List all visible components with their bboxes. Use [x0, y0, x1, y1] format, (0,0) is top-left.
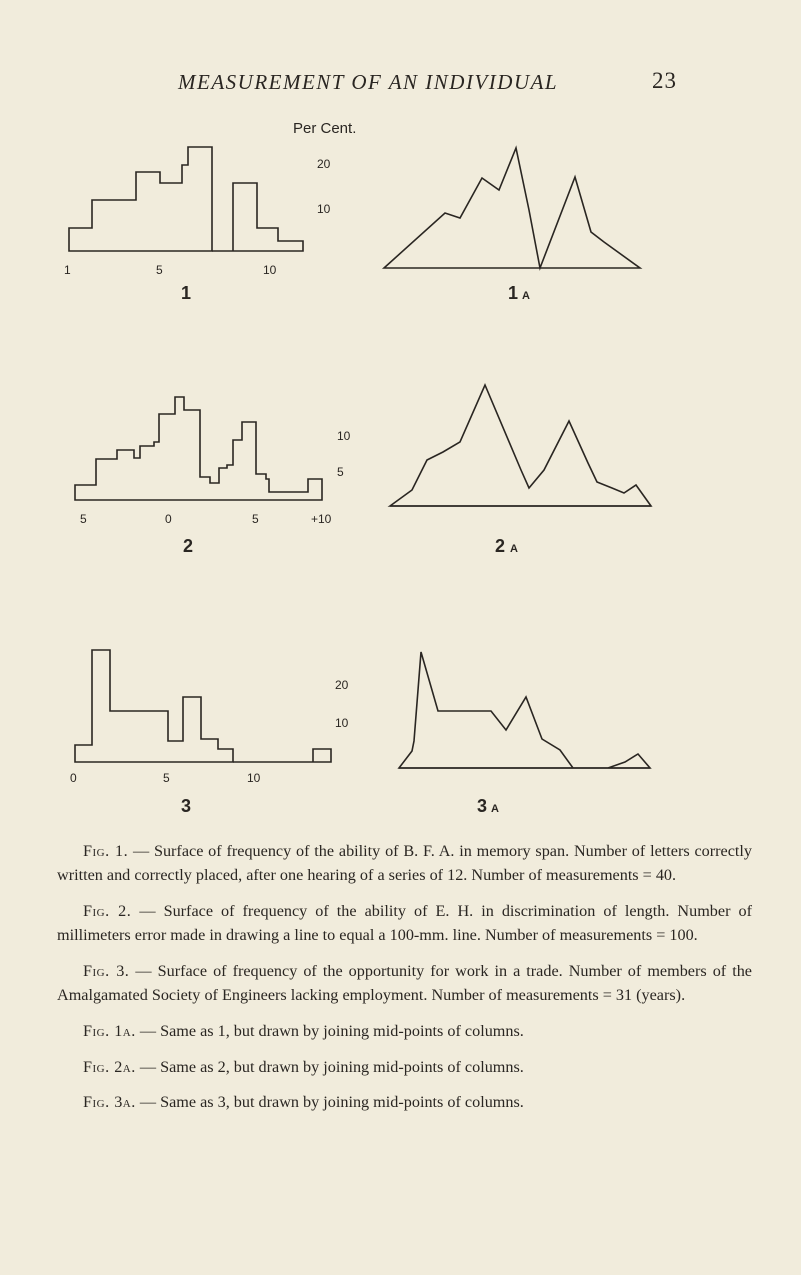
figure-1a — [317, 148, 640, 303]
figure-2-x-tick: 0 — [165, 512, 172, 526]
figure-2a-suffix: A — [510, 543, 518, 555]
figure-2-x-tick: 5 — [252, 512, 259, 526]
figure-3a-polygon — [399, 652, 650, 768]
caption-text: — Same as 1, but drawn by joining mid-points of columns. — [135, 1022, 524, 1040]
caption-label: Fig. 3a. — [83, 1093, 136, 1111]
figure-1-histogram — [69, 147, 212, 251]
figure-1a-y-tick: 10 — [317, 202, 331, 216]
figure-2 — [75, 397, 332, 556]
caption-text: — Same as 3, but drawn by joining mid-points of columns. — [135, 1093, 524, 1111]
figure-1-x-tick: 5 — [156, 263, 163, 277]
caption-text: — Surface of frequency of the ability of E. H. in discrimination of length. Number of millimeters error made in drawing a line to equal a 100-mm. line. Number of measurements = 100. — [57, 902, 752, 944]
caption-text: — Surface of frequency of the opportunity for work in a trade. Number of members of the Amalgamated Society of Engineers lacking employment. Number of measurements = 31 (years). — [57, 962, 752, 1004]
figure-2a-y-tick: 10 — [337, 429, 351, 443]
figure-1-x-tick: 10 — [263, 263, 277, 277]
caption-fig-3 — [57, 960, 752, 1007]
caption-fig-3a — [57, 1091, 752, 1115]
figure-1a-number: 1 — [508, 283, 519, 303]
figure-3a-y-tick: 10 — [335, 716, 349, 730]
figure-1-x-tick: 1 — [64, 263, 71, 277]
figure-2a-polygon — [390, 385, 651, 506]
caption-label: Fig. 2. — [83, 902, 132, 920]
figure-2-x-tick: +10 — [311, 512, 332, 526]
figure-1a-y-tick: 20 — [317, 157, 331, 171]
figure-1a-suffix: A — [522, 290, 530, 302]
caption-label: Fig. 3. — [83, 962, 130, 980]
figure-3 — [70, 650, 331, 816]
figure-3-x-tick: 0 — [70, 771, 77, 785]
figure-2a-y-tick: 5 — [337, 465, 344, 479]
figure-3-x-tick: 10 — [247, 771, 261, 785]
figure-2a — [337, 385, 651, 556]
per-cent-label: Per Cent. — [293, 120, 357, 137]
figure-1-histogram-right — [212, 183, 303, 251]
figure-1-number: 1 — [181, 283, 192, 303]
caption-fig-1a — [57, 1020, 752, 1044]
caption-text: — Same as 2, but drawn by joining mid-points of columns. — [135, 1057, 524, 1076]
caption-text: — Surface of frequency of the ability of B. F. A. in memory span. Number of letters correctly written and correctly placed, after one hearing of a series of 12. Number of measurements = 40. — [57, 842, 752, 884]
caption-label: Fig. 1. — [83, 842, 129, 860]
figure-3-x-tick: 5 — [163, 771, 170, 785]
figure-2a-number: 2 — [495, 536, 506, 556]
figure-2-number: 2 — [183, 536, 194, 556]
caption-fig-2a — [57, 1056, 752, 1080]
caption-label: Fig. 1a. — [83, 1022, 136, 1040]
figure-3-histogram — [75, 650, 233, 762]
figure-1a-polygon — [384, 148, 640, 268]
figure-3-number: 3 — [181, 796, 192, 816]
figure-3a-number: 3 — [477, 796, 488, 816]
figure-3a — [335, 652, 650, 816]
figure-3a-suffix: A — [491, 803, 499, 815]
caption-fig-2 — [57, 900, 752, 947]
caption-label: Fig. 2a. — [83, 1057, 136, 1076]
figure-1 — [64, 147, 303, 303]
caption-fig-1 — [57, 840, 752, 887]
figure-captions — [57, 840, 752, 1127]
figure-2-x-tick: 5 — [80, 512, 87, 526]
page-number: 23 — [652, 68, 677, 93]
figure-2-histogram — [75, 397, 322, 500]
figure-3-histogram-tail — [233, 749, 331, 762]
figure-3a-y-tick: 20 — [335, 678, 349, 692]
running-title: MEASUREMENT OF AN INDIVIDUAL — [178, 70, 559, 94]
